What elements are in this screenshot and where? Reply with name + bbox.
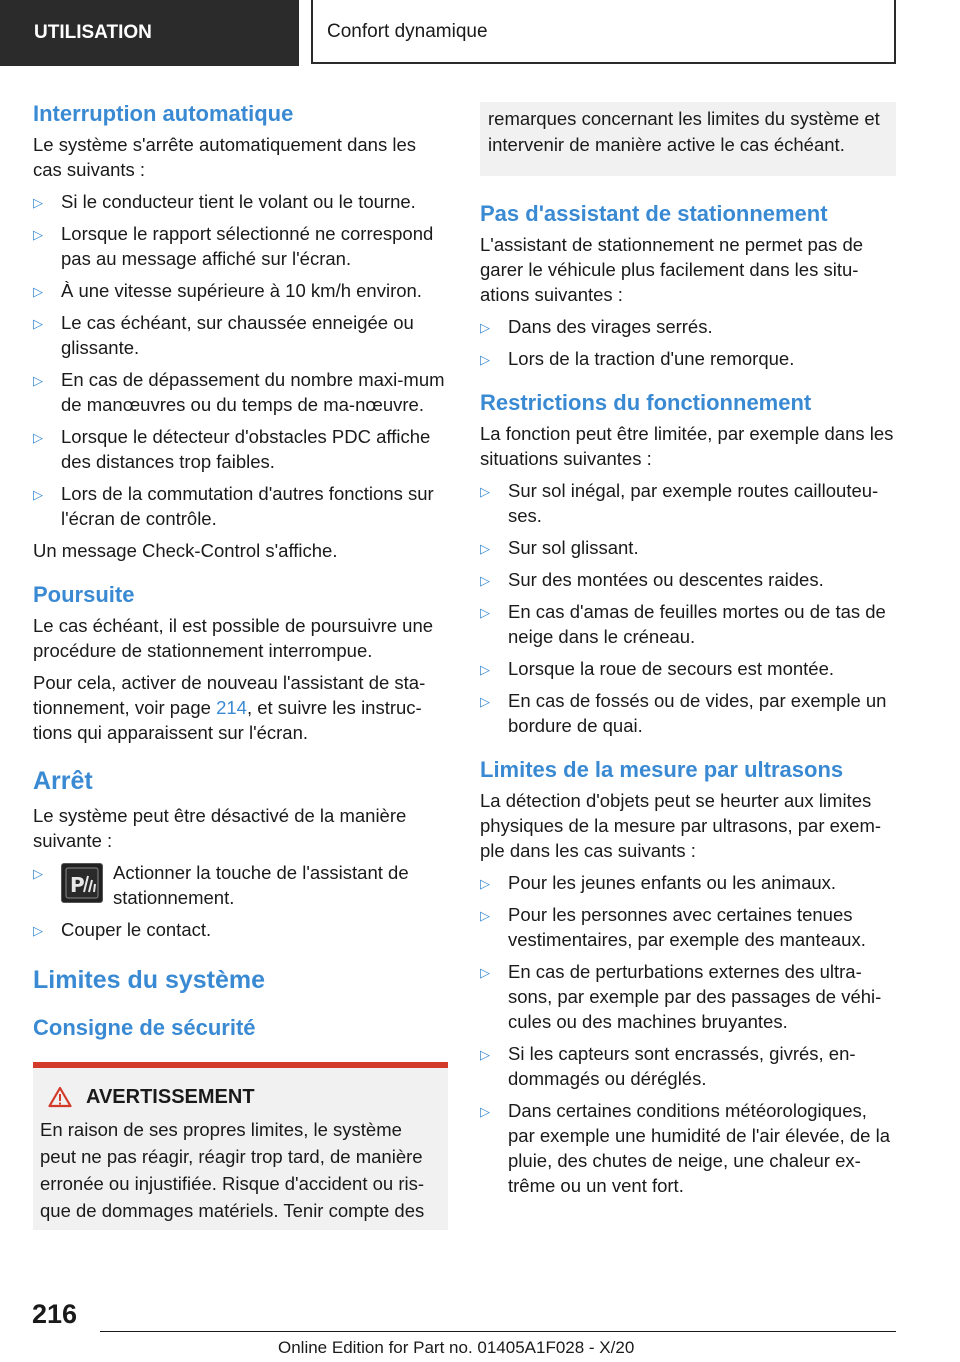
- warning-title: [40, 1084, 441, 1110]
- list-item: [33, 189, 448, 214]
- page-link[interactable]: 214: [216, 697, 247, 718]
- list-item-text: Dans certaines conditions météorologiques, par exemple une humidité de l'air élevée, de la pluie, des chutes de neige, une chaleur ex-trême ou un vent fort.: [508, 1100, 890, 1196]
- left-column: [33, 100, 448, 1230]
- bullet-icon: ▷: [480, 876, 490, 891]
- section-tab: UTILISATION: [0, 0, 299, 66]
- bullet-icon: ▷: [480, 484, 490, 499]
- list-item-text: Lorsque la roue de secours est montée.: [508, 658, 834, 679]
- page-header: [0, 0, 960, 66]
- heading-limites: Limites du système: [33, 966, 266, 994]
- list-item: [480, 1041, 896, 1091]
- list-item-text: Dans des virages serrés.: [508, 316, 713, 337]
- list-item: [480, 1098, 896, 1198]
- list-item-text: Sur des montées ou descentes raides.: [508, 569, 824, 590]
- heading-arret: Arrêt: [33, 767, 93, 795]
- arret-item-2: Couper le contact.: [61, 919, 212, 940]
- list-item: [480, 478, 896, 528]
- arret-list: [33, 860, 448, 942]
- ultrasons-intro: La détection d'objets peut se heurter aux limites physiques de la mesure par ultrasons, par exem-ple dans les cas suivants :: [480, 790, 882, 861]
- list-item: [33, 278, 448, 303]
- list-item: [33, 310, 448, 360]
- list-item: [480, 870, 896, 895]
- list-item: [480, 599, 896, 649]
- list-item-text: Sur sol glissant.: [508, 537, 639, 558]
- list-item-text: En cas de perturbations externes des ultra-sons, par exemple par des passages de véhi-cules ou des machines bruyantes.: [508, 961, 882, 1032]
- list-item: [33, 481, 448, 531]
- pas-assistant-intro: L'assistant de stationnement ne permet pas de garer le véhicule plus facilement dans les situ-ations suivantes :: [480, 234, 864, 305]
- list-item: [33, 424, 448, 474]
- list-item: [33, 221, 448, 271]
- list-item-text: Si le conducteur tient le volant ou le tourne.: [61, 191, 416, 212]
- list-item-text: Lorsque le détecteur d'obstacles PDC affiche des distances trop faibles.: [61, 426, 431, 472]
- list-item: [480, 314, 896, 339]
- bullet-icon: ▷: [33, 195, 43, 210]
- warning-continuation: [480, 102, 896, 176]
- list-item-text: En cas de fossés ou de vides, par exemple un bordure de quai.: [508, 690, 887, 736]
- interruption-list: [33, 189, 448, 531]
- footer-edition: Online Edition for Part no. 01405A1F028 - X/20: [278, 1338, 635, 1357]
- parking-assistant-key-icon: [61, 863, 103, 903]
- bullet-icon: ▷: [33, 284, 43, 299]
- list-item-text: Pour les jeunes enfants ou les animaux.: [508, 872, 837, 893]
- poursuite-p2-text: Pour cela, activer de nouveau l'assistant de sta-tionnement, voir page: [33, 672, 426, 718]
- bullet-icon: ▷: [480, 908, 490, 923]
- bullet-icon: ▷: [480, 694, 490, 709]
- bullet-icon: ▷: [33, 373, 43, 388]
- heading-pas-assistant: Pas d'assistant de stationnement: [480, 201, 828, 226]
- list-item-text: En cas de dépassement du nombre maxi-mum de manœuvres ou du temps de ma-nœuvre.: [61, 369, 445, 415]
- list-item: [33, 367, 448, 417]
- bullet-icon: ▷: [33, 430, 43, 445]
- poursuite-p2-text-end: , et suivre les instruc-tions qui apparaissent sur l'écran.: [33, 697, 422, 743]
- list-item: [480, 902, 896, 952]
- poursuite-p1: Le cas échéant, il est possible de poursuivre une procédure de stationnement interrompue.: [33, 615, 434, 661]
- warning-triangle-icon: [48, 1086, 72, 1108]
- bullet-icon: ▷: [480, 605, 490, 620]
- bullet-icon: ▷: [33, 316, 43, 331]
- list-item-text: Lorsque le rapport sélectionné ne correspond pas au message affiché sur l'écran.: [61, 223, 434, 269]
- restrictions-list: [480, 478, 896, 738]
- list-item-text: En cas d'amas de feuilles mortes ou de tas de neige dans le créneau.: [508, 601, 886, 647]
- list-item-text: Si les capteurs sont encrassés, givrés, en-dommagés ou déréglés.: [508, 1043, 856, 1089]
- warning-label: AVERTISSEMENT: [86, 1086, 255, 1108]
- chapter-tab: Confort dynamique: [311, 0, 896, 64]
- heading-interruption: Interruption automatique: [33, 101, 294, 126]
- heading-ultrasons: Limites de la mesure par ultrasons: [480, 757, 844, 782]
- bullet-icon: ▷: [33, 487, 43, 502]
- list-item-text: Pour les personnes avec certaines tenues vestimentaires, par exemple des manteaux.: [508, 904, 866, 950]
- bullet-icon: ▷: [480, 573, 490, 588]
- bullet-icon: ▷: [480, 662, 490, 677]
- ultrasons-list: [480, 870, 896, 1198]
- list-item: [480, 688, 896, 738]
- bullet-icon: ▷: [33, 866, 43, 881]
- list-item: [480, 567, 896, 592]
- list-item-text: À une vitesse supérieure à 10 km/h environ.: [61, 280, 422, 301]
- list-item-text: Lors de la commutation d'autres fonctions sur l'écran de contrôle.: [61, 483, 434, 529]
- pas-assistant-list: [480, 314, 896, 371]
- bullet-icon: ▷: [480, 1047, 490, 1062]
- list-item: [480, 656, 896, 681]
- bullet-icon: ▷: [480, 320, 490, 335]
- bullet-icon: ▷: [33, 923, 43, 938]
- list-item-text: Lors de la traction d'une remorque.: [508, 348, 795, 369]
- list-item: [33, 917, 448, 942]
- interruption-outro: Un message Check-Control s'affiche.: [33, 540, 338, 561]
- arret-intro: Le système peut être désactivé de la manière suivante :: [33, 805, 407, 851]
- warning-box: [33, 1062, 448, 1230]
- page-number: 216: [32, 1299, 78, 1329]
- bullet-icon: ▷: [480, 965, 490, 980]
- right-column: [480, 102, 896, 1205]
- list-item-text: Le cas échéant, sur chaussée enneigée ou glissante.: [61, 312, 414, 358]
- svg-text:P: P: [70, 873, 85, 897]
- heading-consigne: Consigne de sécurité: [33, 1015, 256, 1040]
- footer-divider: [100, 1331, 896, 1332]
- list-item: [33, 860, 448, 910]
- warning-continuation-text: remarques concernant les limites du système et intervenir de manière active le cas échéant.: [488, 108, 880, 155]
- restrictions-intro: La fonction peut être limitée, par exemple dans les situations suivantes :: [480, 423, 894, 469]
- interruption-intro: Le système s'arrête automatiquement dans les cas suivants :: [33, 134, 416, 180]
- list-item: [480, 535, 896, 560]
- warning-text: En raison de ses propres limites, le système peut ne pas réagir, réagir trop tard, de manière erronée ou injustifiée. Risque d'accident ou ris-que de dommages matériels. Tenir compte des: [40, 1119, 425, 1221]
- arret-item-icon-text: Actionner la touche de l'assistant de stationnement.: [113, 862, 409, 908]
- list-item: [480, 959, 896, 1034]
- heading-restrictions: Restrictions du fonctionnement: [480, 390, 812, 415]
- list-item: [480, 346, 896, 371]
- list-item-text: Sur sol inégal, par exemple routes caillouteu-ses.: [508, 480, 879, 526]
- bullet-icon: ▷: [33, 227, 43, 242]
- bullet-icon: ▷: [480, 352, 490, 367]
- bullet-icon: ▷: [480, 1104, 490, 1119]
- poursuite-p2: [33, 670, 448, 745]
- heading-poursuite: Poursuite: [33, 582, 135, 607]
- bullet-icon: ▷: [480, 541, 490, 556]
